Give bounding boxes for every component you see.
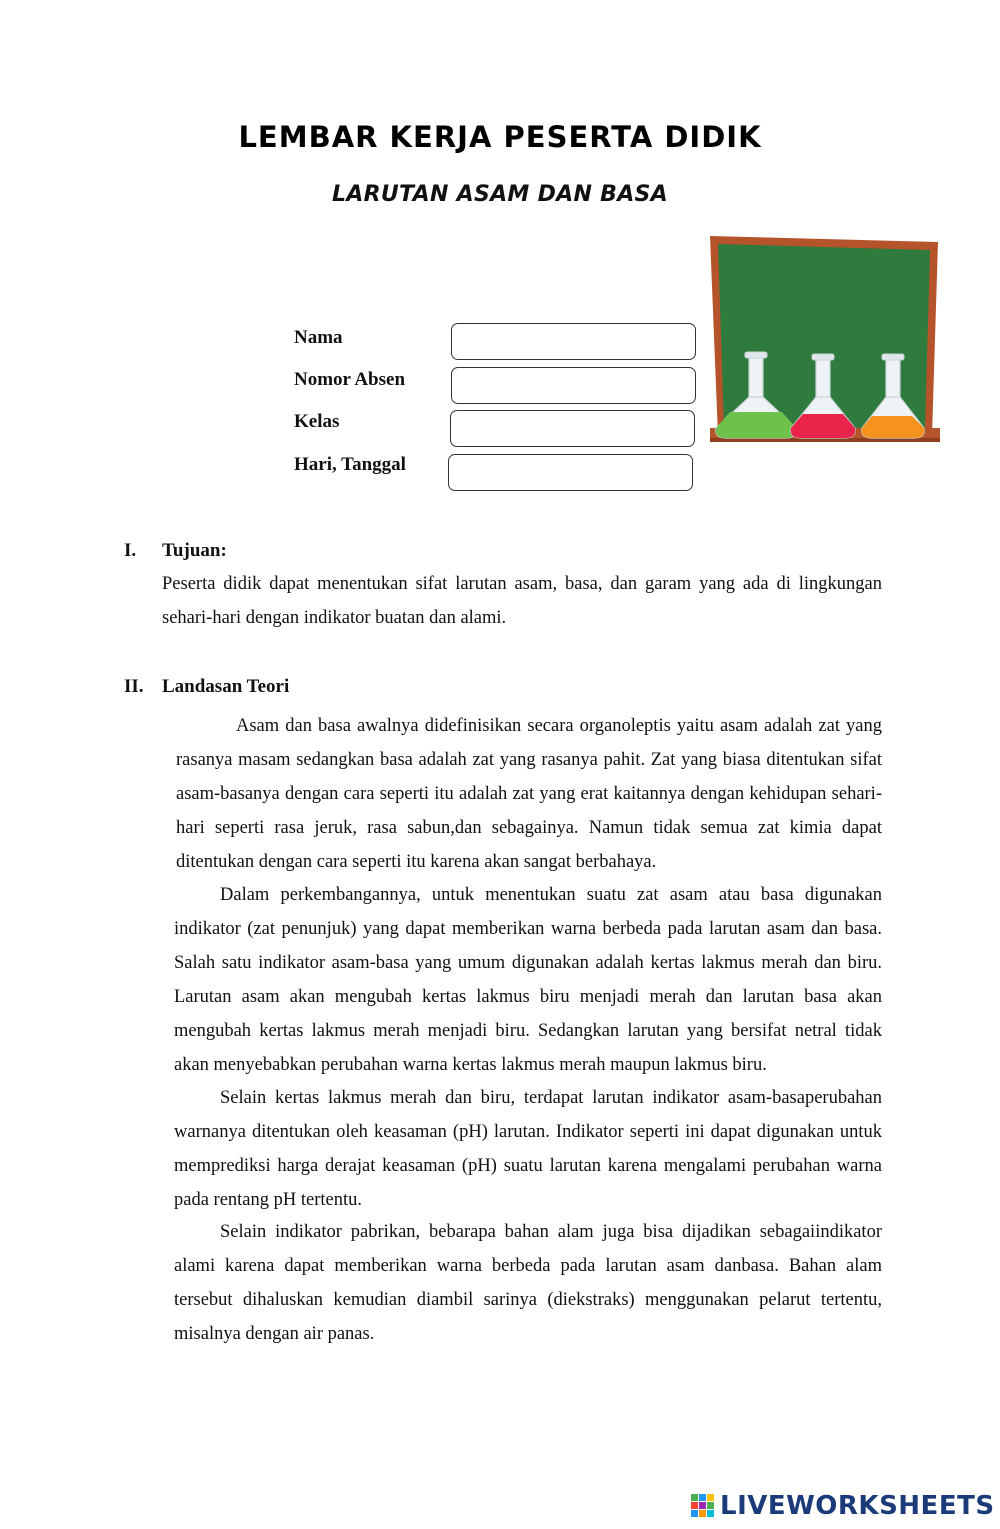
page-subtitle: LARUTAN ASAM DAN BASA xyxy=(331,182,669,207)
section-heading-tujuan: Tujuan: xyxy=(162,540,227,561)
kelas-label: Kelas xyxy=(294,411,340,432)
hari-tanggal-label: Hari, Tanggal xyxy=(294,454,406,475)
section-number-i: I. xyxy=(124,540,137,561)
nomor-absen-label: Nomor Absen xyxy=(294,369,406,390)
landasan-paragraph: Selain indikator pabrikan, bebarapa bahan alam juga bisa dijadikan sebagaiindikator alami karena dapat memberikan warna berbeda pada larutan asam danbasa. Bahan alam tersebut dihaluskan kemudian diambil sarinya (diekstraks) menggunakan pelarut tertentu, misalnya dengan air panas. xyxy=(174,1222,882,1344)
hari-tanggal-input[interactable] xyxy=(448,454,693,491)
landasan-paragraph: Asam dan basa awalnya didefinisikan secara organoleptis yaitu asam adalah zat yang rasanya masam sedangkan basa adalah zat yang rasanya pahit. Zat yang biasa ditentukan sifat asam-basanya dengan cara seperti itu adalah zat yang erat kaitannya dengan kehidupan sehari-hari seperti rasa jeruk, rasa sabun,dan sebagainya. Namun tidak semua zat kimia dapat ditentukan dengan cara seperti itu karena akan sangat berbahaya. xyxy=(176,716,882,872)
nomor-absen-input[interactable] xyxy=(451,367,696,404)
page-title: LEMBAR KERJA PESERTA DIDIK xyxy=(238,120,762,154)
section-heading-landasan-teori: Landasan Teori xyxy=(162,676,290,697)
tujuan-text: Peserta didik dapat menentukan sifat larutan asam, basa, dan garam yang ada di lingkungan sehari-hari dengan indikator buatan dan alami. xyxy=(162,574,882,628)
chalkboard-flasks-icon xyxy=(706,232,942,457)
nama-label: Nama xyxy=(294,327,343,348)
landasan-paragraph: Selain kertas lakmus merah dan biru, terdapat larutan indikator asam-basaperubahan warnanya ditentukan oleh keasaman (pH) larutan. Indikator seperti ini dapat digunakan untuk memprediksi harga derajat keasaman (pH) suatu larutan karena mengalami perubahan warna pada rentang pH tertentu. xyxy=(174,1088,882,1210)
landasan-paragraph: Dalam perkembangannya, untuk menentukan suatu zat asam atau basa digunakan indikator (zat penunjuk) yang dapat memberikan warna berbeda pada larutan asam dan basa. Salah satu indikator asam-basa yang umum digunakan adalah kertas lakmus merah dan biru. Larutan asam akan mengubah kertas lakmus biru menjadi merah dan larutan basa akan mengubah kertas lakmus merah menjadi biru. Sedangkan larutan yang bersifat netral tidak akan menyebabkan perubahan warna kertas lakmus merah maupun lakmus biru. xyxy=(174,885,882,1075)
kelas-input[interactable] xyxy=(450,410,695,447)
liveworksheets-logo[interactable] xyxy=(690,1488,995,1524)
liveworksheets-blocks-icon xyxy=(690,1493,716,1519)
liveworksheets-brand-text: LIVEWORKSHEETS xyxy=(720,1491,995,1521)
section-number-ii: II. xyxy=(124,676,144,697)
nama-input[interactable] xyxy=(451,323,696,360)
